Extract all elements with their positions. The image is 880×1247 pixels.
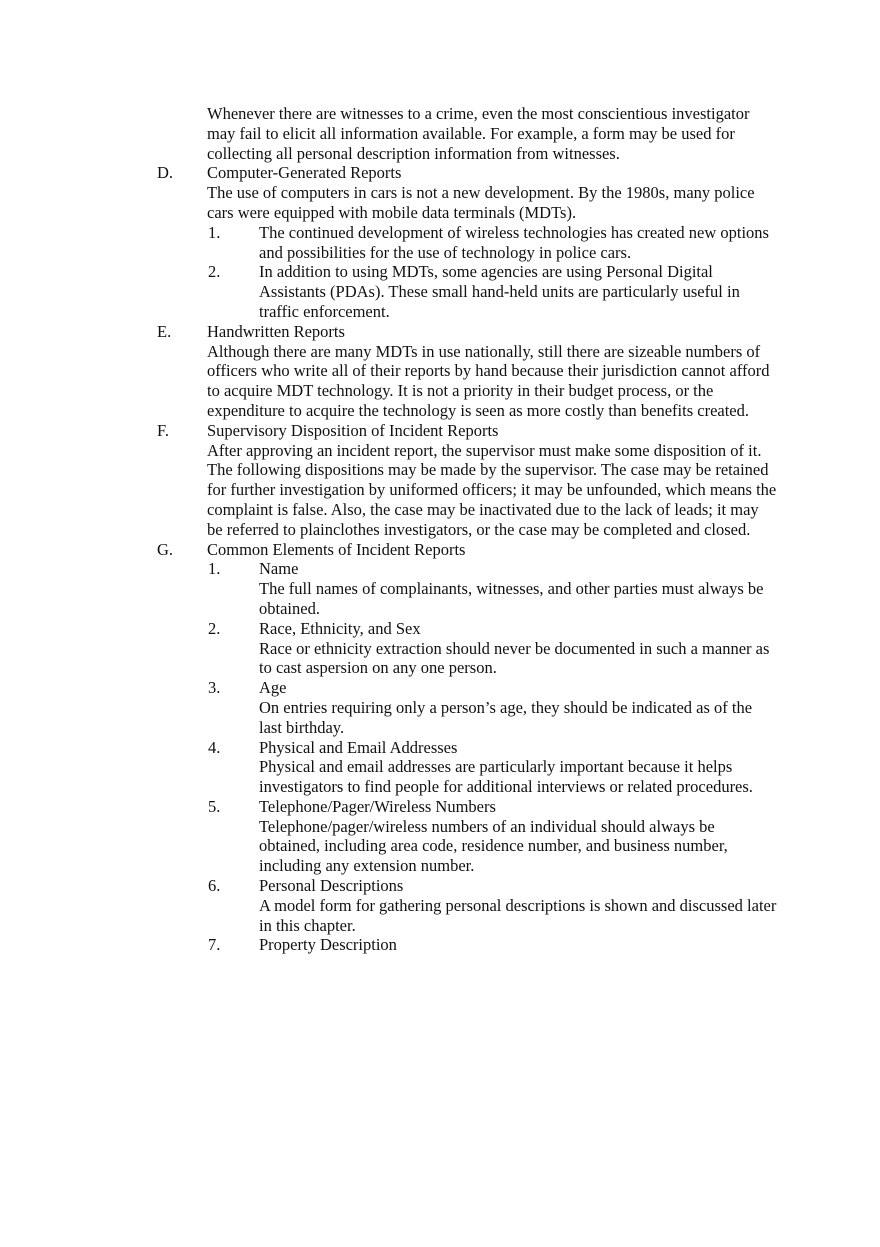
item-number: 7. [208, 935, 221, 955]
section-d-title: Computer-Generated Reports [207, 163, 402, 183]
item-title: Age [259, 678, 287, 698]
section-g-item-1 [0, 559, 880, 618]
section-g-item-4 [0, 738, 880, 797]
item-number: 1. [208, 559, 221, 579]
item-number: 1. [208, 222, 221, 242]
section-d-letter: D. [157, 163, 174, 183]
item-text: On entries requiring only a person’s age, they should be indicated as of the last birthday. [259, 697, 753, 737]
item-title: Physical and Email Addresses [259, 737, 458, 757]
section-d-item-2 [0, 262, 880, 321]
section-g-item-2 [0, 619, 880, 678]
item-title: Race, Ethnicity, and Sex [259, 618, 421, 638]
item-text: The continued development of wireless technologies has created new options and possibilities for the use of technology in police cars. [259, 222, 769, 262]
section-g-title: Common Elements of Incident Reports [207, 539, 466, 559]
item-text: Physical and email addresses are particularly important because it helps investigators to find people for additional interviews or related procedures. [259, 757, 753, 797]
item-text: The full names of complainants, witnesses, and other parties must always be obtained. [259, 579, 764, 618]
section-f-letter: F. [157, 420, 169, 440]
item-text: Race or ethnicity extraction should never be documented in such a manner as to cast aspersion on any one person. [259, 638, 770, 678]
section-g [0, 540, 880, 956]
item-number: 3. [208, 678, 221, 698]
section-g-item-6 [0, 876, 880, 935]
item-text: Telephone/pager/wireless numbers of an individual should always be obtained, including area code, residence number, and business number, including any extension number. [259, 816, 728, 876]
item-title: Telephone/Pager/Wireless Numbers [259, 796, 496, 816]
section-f-body: After approving an incident report, the supervisor must make some disposition of it. The following dispositions may be made by the supervisor. The case may be retained for further investigation by uniformed officers; it may be unfounded, which means the complaint is false. Also, the case may be inactivated due to the lack of leads; it may be referred to plainclothes investigators, or the case may be completed and closed. [207, 440, 777, 539]
section-e [0, 322, 880, 421]
section-g-item-7 [0, 935, 880, 955]
section-d-body: The use of computers in cars is not a new development. By the 1980s, many police cars were equipped with mobile data terminals (MDTs). [207, 183, 755, 222]
item-title: Personal Descriptions [259, 876, 404, 896]
item-number: 5. [208, 796, 221, 816]
intro-paragraph: Whenever there are witnesses to a crime, even the most conscientious investigator may fail to elicit all information available. For example, a form may be used for collecting all personal description information from witnesses. [207, 104, 750, 163]
section-f [0, 421, 880, 540]
section-d [0, 163, 880, 321]
item-text: A model form for gathering personal descriptions is shown and discussed later in this chapter. [259, 895, 777, 935]
section-e-body: Although there are many MDTs in use nationally, still there are sizeable numbers of officers who write all of their reports by hand because their jurisdiction cannot afford to acquire MDT technology. It is not a priority in their budget process, or the expenditure to acquire the technology is seen as more costly than benefits created. [207, 341, 770, 420]
section-g-item-3 [0, 678, 880, 737]
item-number: 2. [208, 618, 221, 638]
section-f-title: Supervisory Disposition of Incident Reports [207, 420, 499, 440]
section-e-letter: E. [157, 321, 172, 341]
section-g-letter: G. [157, 539, 174, 559]
section-e-title: Handwritten Reports [207, 321, 345, 341]
item-number: 4. [208, 737, 221, 757]
item-number: 6. [208, 876, 221, 896]
section-d-item-1 [0, 223, 880, 263]
item-number: 2. [208, 262, 221, 282]
section-g-item-5 [0, 797, 880, 876]
item-text: In addition to using MDTs, some agencies are using Personal Digital Assistants (PDAs). These small hand-held units are particularly useful in traffic enforcement. [259, 262, 740, 321]
item-title: Property Description [259, 935, 397, 955]
item-title: Name [259, 559, 299, 579]
document-content [0, 104, 880, 955]
